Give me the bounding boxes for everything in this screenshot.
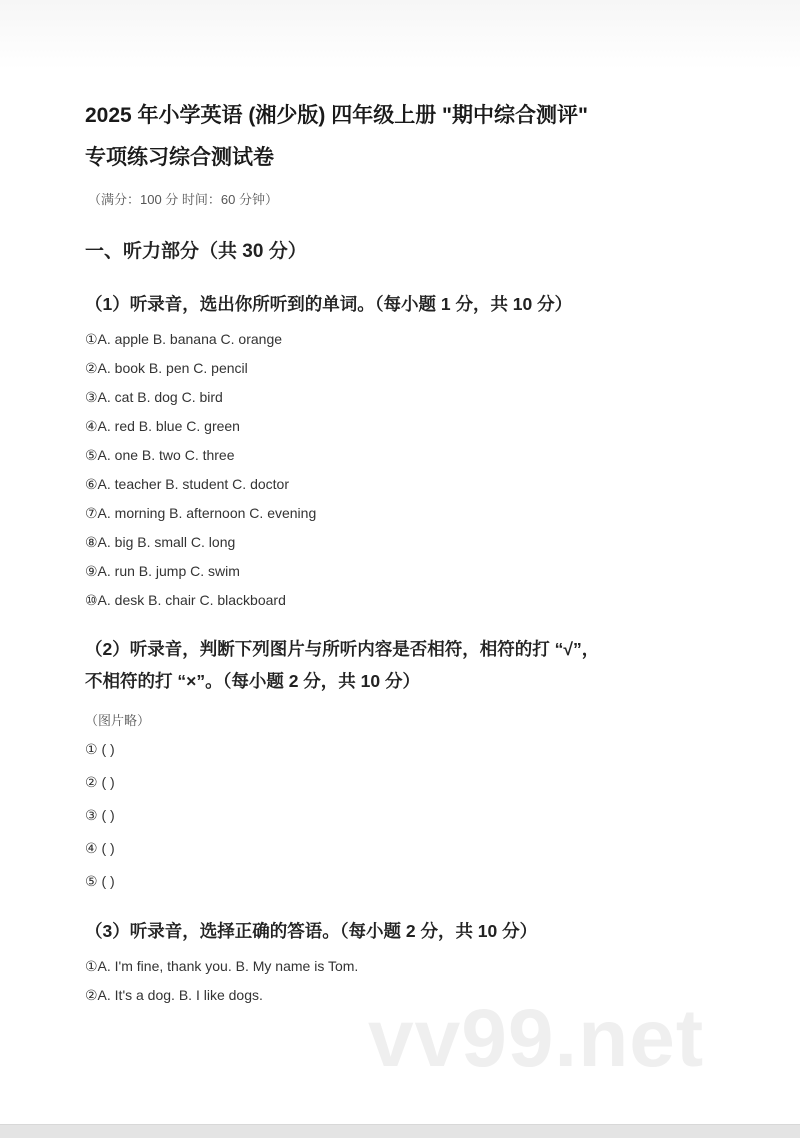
page-bottom-edge (0, 1124, 800, 1138)
question-item: ③ ( ) (85, 807, 115, 823)
page-top-shade (0, 0, 800, 70)
part3-heading: （3）听录音，选择正确的答语。（每小题 2 分，共 10 分） (85, 921, 538, 941)
question-item: ①A. I'm fine, thank you. B. My name is Tom. (85, 958, 359, 974)
question-item: ②A. book B. pen C. pencil (85, 360, 248, 376)
question-item: ⑩A. desk B. chair C. blackboard (85, 592, 286, 608)
question-item: ⑤ ( ) (85, 873, 115, 889)
question-item: ⑦A. morning B. afternoon C. evening (85, 505, 317, 521)
question-item: ⑥A. teacher B. student C. doctor (85, 476, 289, 492)
image-omitted-note: （图片略） (85, 713, 151, 728)
part1-heading: （1）听录音，选出你所听到的单词。（每小题 1 分，共 10 分） (85, 294, 573, 314)
question-item: ⑨A. run B. jump C. swim (85, 563, 240, 579)
question-item: ①A. apple B. banana C. orange (85, 331, 283, 347)
part2-heading-line2: 不相符的打 “×”。（每小题 2 分，共 10 分） (85, 671, 420, 691)
question-item: ④ ( ) (85, 840, 115, 856)
document-title-line2: 专项练习综合测试卷 (85, 146, 274, 169)
question-item: ⑧A. big B. small C. long (85, 534, 236, 550)
question-item: ② ( ) (85, 774, 115, 790)
question-item: ① ( ) (85, 741, 115, 757)
question-item: ④A. red B. blue C. green (85, 418, 240, 434)
question-item: ⑤A. one B. two C. three (85, 447, 235, 463)
watermark: vv99.net (368, 993, 705, 1084)
question-item: ③A. cat B. dog C. bird (85, 389, 223, 405)
section-heading-listening: 一、听力部分（共 30 分） (85, 241, 307, 262)
exam-info: （满分：100 分 时间：60 分钟） (88, 192, 278, 207)
part2-heading-line1: （2）听录音，判断下列图片与所听内容是否相符，相符的打 “√”， (85, 639, 600, 659)
document-title-line1: 2025 年小学英语 (湘少版) 四年级上册 "期中综合测评" (85, 104, 588, 127)
question-item: ②A. It's a dog. B. I like dogs. (85, 987, 263, 1003)
